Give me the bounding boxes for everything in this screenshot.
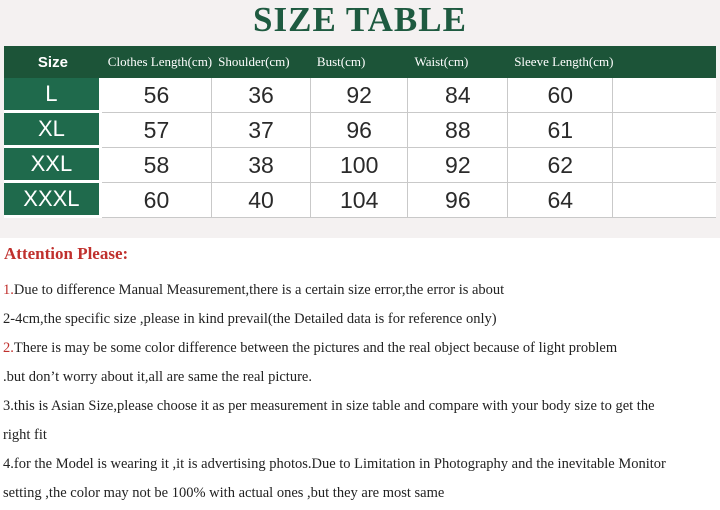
note-text: Due to difference Manual Measurement,there is a certain size error,the error is about bbox=[13, 282, 505, 298]
clothes-length-cell: 56 bbox=[102, 78, 212, 113]
size-cell: XXL bbox=[4, 148, 102, 183]
sleeve-length-cell: 60 bbox=[508, 78, 613, 113]
bust-cell: 96 bbox=[311, 113, 409, 148]
bust-cell: 92 bbox=[311, 78, 409, 113]
size-cell: XL bbox=[4, 113, 102, 148]
shoulder-cell: 37 bbox=[212, 113, 311, 148]
shoulder-cell: 38 bbox=[212, 148, 311, 183]
size-cell: L bbox=[4, 78, 102, 113]
shoulder-cell: 36 bbox=[212, 78, 311, 113]
sleeve-length-cell: 61 bbox=[508, 113, 613, 148]
header-sleeve-length: Sleeve Length(cm) bbox=[508, 46, 613, 78]
clothes-length-cell: 60 bbox=[102, 183, 212, 218]
header-shoulder: Shoulder(cm) bbox=[212, 46, 311, 78]
size-table bbox=[4, 46, 716, 218]
clothes-length-cell: 58 bbox=[102, 148, 212, 183]
note-text: 3.this is Asian Size,please choose it as per measurement in size table and compare with your body size to get the bbox=[3, 398, 655, 414]
bust-cell: 100 bbox=[311, 148, 409, 183]
header-blank bbox=[613, 46, 716, 78]
blank-cell bbox=[613, 183, 716, 218]
blank-cell bbox=[613, 78, 716, 113]
note-line bbox=[3, 334, 720, 363]
header-waist: Waist(cm) bbox=[408, 46, 508, 78]
note-number: 2. bbox=[3, 340, 14, 356]
table-row bbox=[4, 183, 716, 218]
note-text: setting ,the color may not be 100% with actual ones ,but they are most same bbox=[3, 485, 445, 501]
note-text: There is may be some color difference between the pictures and the real object because of light problem bbox=[13, 340, 618, 356]
table-header-row bbox=[4, 46, 716, 78]
size-cell: XXXL bbox=[4, 183, 102, 218]
clothes-length-cell: 57 bbox=[102, 113, 212, 148]
attention-heading: Attention Please: bbox=[4, 244, 129, 263]
sleeve-length-cell: 62 bbox=[508, 148, 613, 183]
note-line bbox=[3, 421, 720, 450]
note-number: 1. bbox=[3, 282, 14, 298]
waist-cell: 84 bbox=[408, 78, 508, 113]
attention-notes bbox=[3, 276, 720, 508]
table-row bbox=[4, 148, 716, 183]
note-line bbox=[3, 305, 720, 334]
shoulder-cell: 40 bbox=[212, 183, 311, 218]
header-clothes-length: Clothes Length(cm) bbox=[102, 46, 212, 78]
table-row bbox=[4, 78, 716, 113]
blank-cell bbox=[613, 113, 716, 148]
waist-cell: 96 bbox=[408, 183, 508, 218]
note-line bbox=[3, 276, 720, 305]
note-line bbox=[3, 450, 720, 479]
bust-cell: 104 bbox=[311, 183, 409, 218]
sleeve-length-cell: 64 bbox=[508, 183, 613, 218]
header-bust: Bust(cm) bbox=[311, 46, 409, 78]
note-text: 4.for the Model is wearing it ,it is advertising photos.Due to Limitation in Photography and the inevitable Monitor bbox=[3, 456, 666, 472]
waist-cell: 88 bbox=[408, 113, 508, 148]
note-line bbox=[3, 363, 720, 392]
note-text: .but don’t worry about it,all are same the real picture. bbox=[3, 369, 312, 385]
table-row bbox=[4, 113, 716, 148]
blank-cell bbox=[613, 148, 716, 183]
note-text: right fit bbox=[3, 427, 47, 443]
note-line bbox=[3, 479, 720, 508]
header-size: Size bbox=[4, 46, 102, 78]
note-line bbox=[3, 392, 720, 421]
waist-cell: 92 bbox=[408, 148, 508, 183]
note-text: 2-4cm,the specific size ,please in kind prevail(the Detailed data is for reference only) bbox=[3, 311, 497, 327]
page-title: SIZE TABLE bbox=[253, 0, 467, 39]
